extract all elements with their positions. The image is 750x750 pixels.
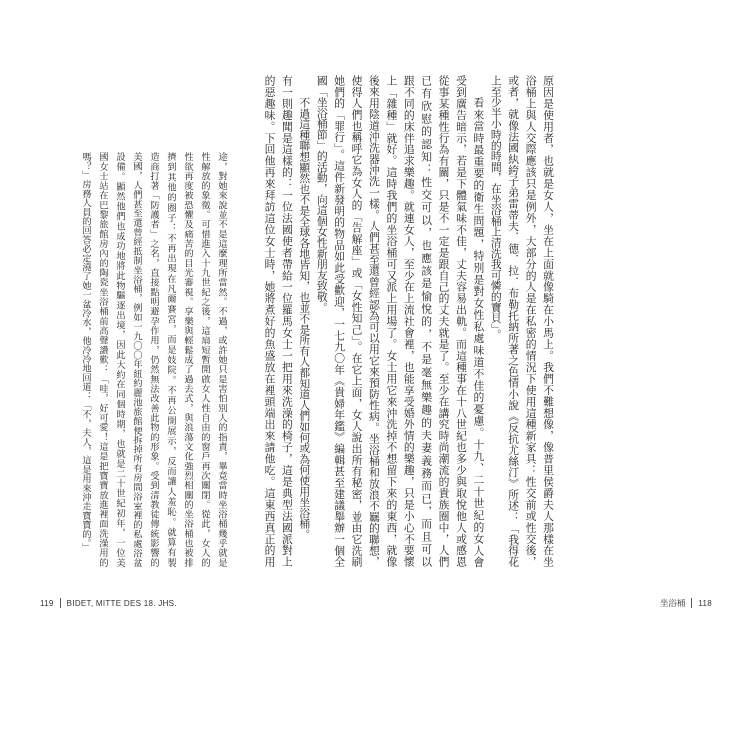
text-column: 跟不同的床伴追求樂趣。就連女人，至少在上流社會裡，也能享受婚外情的樂趣，只是小心不要懷 <box>402 75 416 567</box>
text-column: 途，對她來說並不是這麼理所當然。不過，或許她只是害怕別人的指責，畢竟當時坐浴桶幾乎就是 <box>216 152 227 567</box>
text-column: 設備。顯然他們也成功地將此物驅逐出境，因此大約在同個時期，也就是二十世紀初年，一位美 <box>114 152 125 567</box>
text-column: 看來當時最重要的衛生問題，特別是對女性私處味道不佳的憂慮。十九、二十世紀的女人會 <box>472 96 486 567</box>
text-column: 她們的「罪行」。這件新發明的物品如此受歡迎，一七九〇年《貴婦年鑑》編輯甚至建議舉辦一個全 <box>333 75 347 567</box>
text-column: 或者，就像法國紈絝子弟雷蒂夫．德．拉．布勒托納所著之色情小說《反抗尤絲汀》所述：「我得花 <box>507 75 521 567</box>
text-column: 性解放的象徵。可惜進入十九世紀之後，這扇短暫開啟女人性自由的窗戶再次關閉。從此，女人的 <box>199 152 210 567</box>
text-column: 後來用陰道沖洗器沖洗一樣。人們甚至還曾經認為可以用它來預防性病。坐浴桶和放浪不羈的聯想， <box>367 75 381 567</box>
text-column: 上「雜種」就好。這時我們的坐浴桶可又派上用場了。女士用它來沖洗掉不想留下來的東西，就像 <box>385 75 399 567</box>
text-column: 國「坐浴桶節」的活動，向這個女性新朋友致敬。 <box>315 75 329 313</box>
text-column: 原因是使用者，也就是女人，坐在上面就像騎在小馬上。我們不難想像，像普里侯爵夫人那樣在坐 <box>542 75 555 567</box>
text-column: 從事某種性行為有關，只是不一定是跟自己的丈夫就是了。至少在講究時尚潮流的貴族圈中，人們 <box>437 75 451 567</box>
text-column: 的惡趣味。下回他再來拜訪這位女士時，她將煮好的魚盛放在裡頭端出來請他吃。這東西真正的用 <box>263 75 277 567</box>
text-column: 已有欣慰的認知：性交可以，也應該是愉悅的，不是毫無樂趣的夫妻義務而已，而且可以 <box>420 75 434 567</box>
left-page-text-block <box>77 152 230 567</box>
running-title: 坐浴桶 <box>659 599 686 609</box>
text-column: 擠到其他的圈子：不再出現在凡爾賽宮，而是妓院。不再公開展示，反而讓人羞恥。就算有製 <box>165 152 176 567</box>
right-page-text-block <box>261 75 557 567</box>
text-column: 上至少半小時的時間，在坐浴桶上清洗我可憐的寶貝」。 <box>489 75 503 340</box>
text-column: 有一則趣聞是這樣的：一位法國使者帶給一位羅馬女士一把用來洗澡的椅子，這是典型法國派對上 <box>280 75 294 567</box>
page-number: 118 <box>698 598 712 608</box>
text-column: 嗎？」房務人員的回答必定澆了她一盆冷水，他冷冷地回道：「不，夫人，這是用來沖走寶寶的。」 <box>80 152 91 553</box>
page-number: 119 <box>40 598 54 608</box>
right-page-footer <box>660 597 712 609</box>
text-column: 造商打著「防護者」之名，直接點明避孕作用，仍然無法改善此物的形象。受到清教徒傳統影響的 <box>148 152 159 567</box>
text-column: 國女士站在巴黎旅館房內的陶瓷坐浴桶前高聲讚歎：「哇，好可愛！這是把寶寶放進裡面洗澡用的 <box>97 152 108 567</box>
text-column: 使得人們也稱呼它為女人的「告解座」或「女性知己」。在它上面，女人說出所有秘密，並由它洗刷 <box>350 75 364 567</box>
footer-divider <box>60 598 61 608</box>
running-title: BIDET, MITTE DES 18. JHS. <box>66 598 177 608</box>
text-column: 浴桶上與人交際應該只是例外，大部分的人是在私密的情況下使用這種新家具：性交前或性交後， <box>524 75 538 567</box>
footer-divider <box>691 598 692 608</box>
text-column: 受到廣告暗示，若是下體氣味不佳，丈夫容易出軌。而這種事在十八世紀也多少與取悅他人或感恩 <box>454 75 468 567</box>
left-page-footer <box>40 597 177 609</box>
text-column: 性欲再度被恐懼及痛苦的目光審視。享樂與輕鬆成了過去式，與浪蕩文化強烈相關的坐浴桶也被排 <box>182 152 193 567</box>
text-column: 美國，人們甚至還曾經抵制坐浴桶，例如一九〇〇年紐約麗池旅館便拆掉所有房間浴室裡的私處浴盆 <box>131 152 142 567</box>
text-column: 不過這種聯想顯然也不是全球各地皆知，也並不是所有人都知道人們如何或為何使用坐浴桶。 <box>298 96 312 540</box>
